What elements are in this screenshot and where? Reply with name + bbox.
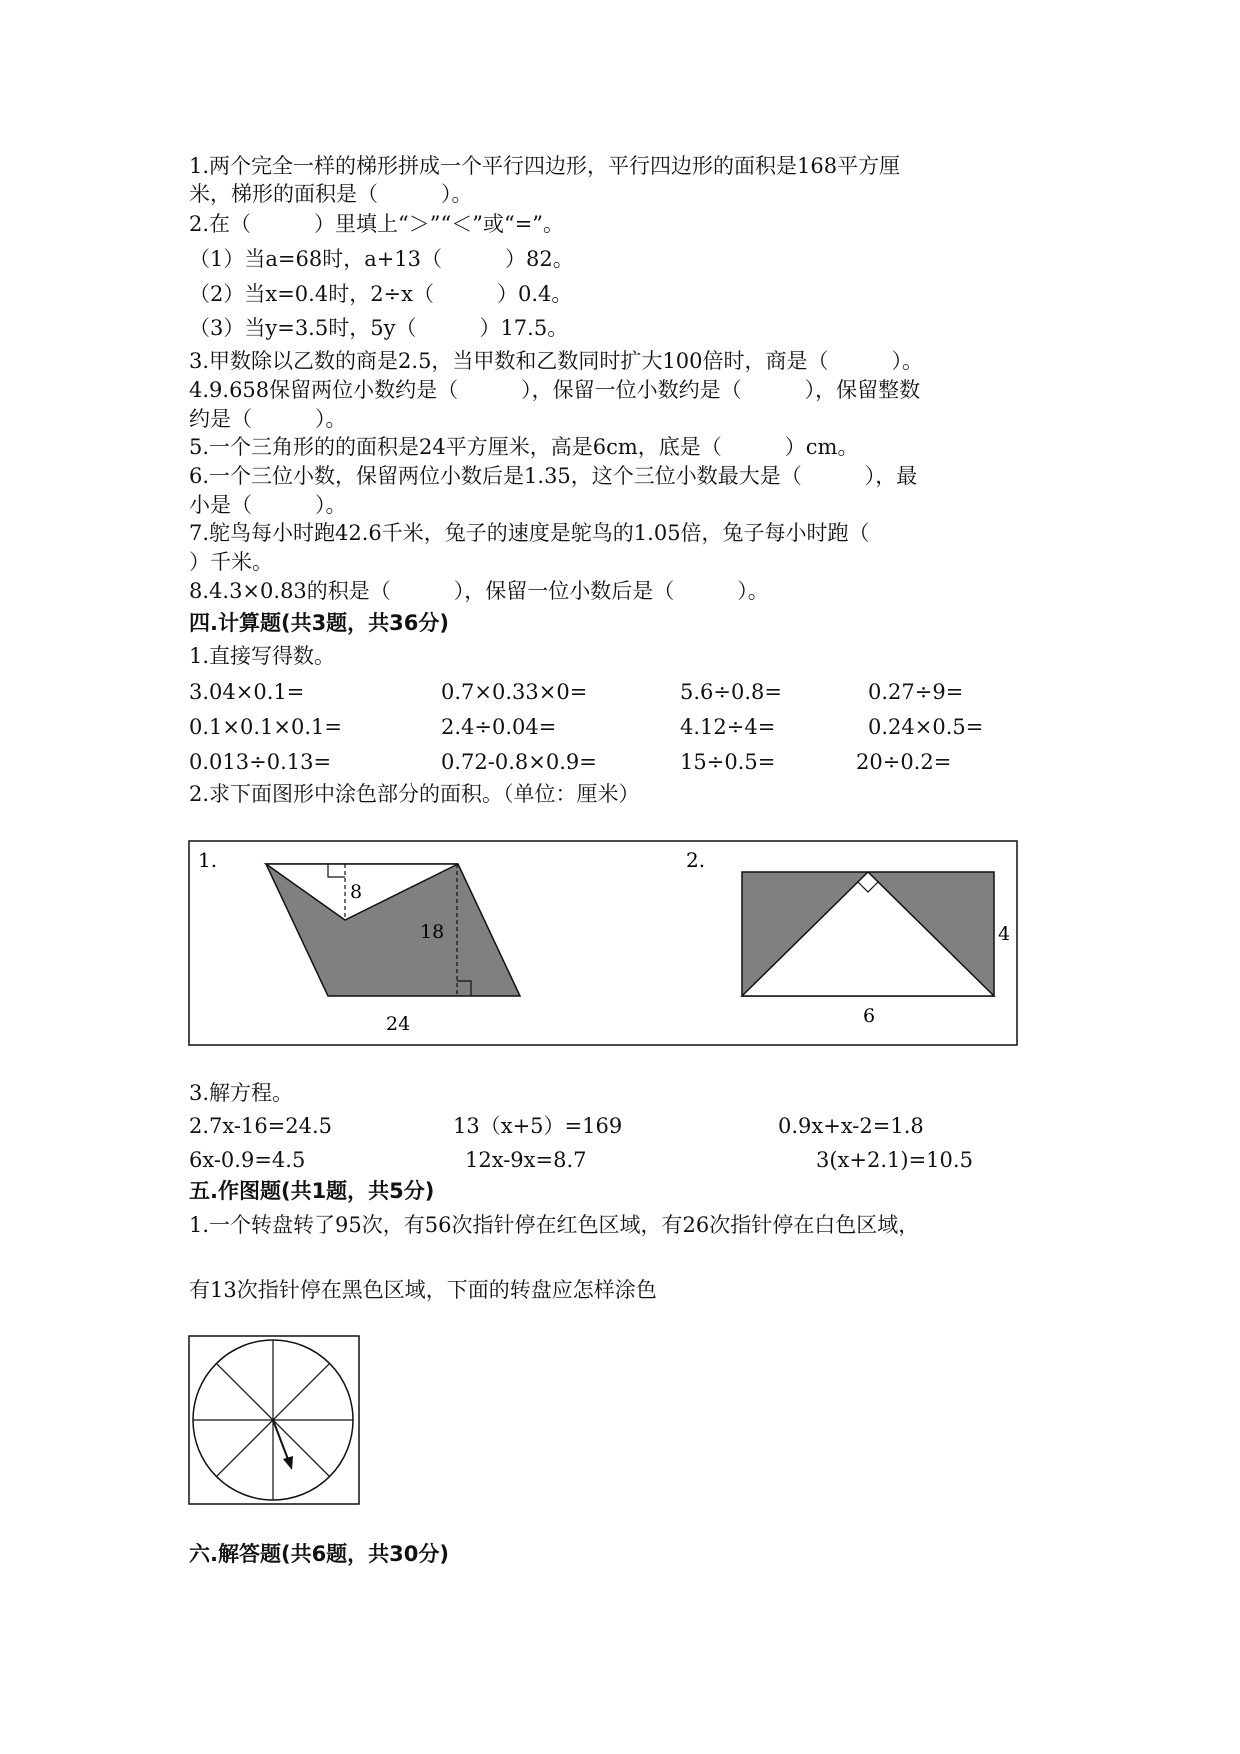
section-6-heading: 六.解答题(共6题，共30分) — [189, 1542, 450, 1566]
equation: 2.7x-16=24.5 — [189, 1114, 333, 1138]
calc-cell: 3.04×0.1= — [189, 680, 305, 704]
s3-line-8: 4.9.658保留两位小数约是（ ），保留一位小数约是（ ），保留整数 — [189, 378, 921, 402]
calc-cell: 20÷0.2= — [856, 750, 952, 774]
calc-cell: 0.27÷9= — [868, 680, 964, 704]
equation: 0.9x+x-2=1.8 — [778, 1114, 924, 1138]
s3-line-2: 米，梯形的面积是（ ）。 — [189, 182, 473, 206]
dim-6: 6 — [863, 1005, 876, 1027]
calc-cell: 15÷0.5= — [680, 750, 776, 774]
s4-q2-title: 2.求下面图形中涂色部分的面积。（单位：厘米） — [189, 782, 640, 806]
equation: 13（x+5）=169 — [453, 1114, 623, 1138]
area-figures — [188, 840, 1018, 1046]
spinner-figure — [188, 1335, 360, 1505]
equation: 12x-9x=8.7 — [465, 1148, 587, 1172]
s3-line-6: （3）当y=3.5时，5y（ ）17.5。 — [189, 316, 569, 340]
section-5-heading: 五.作图题(共1题，共5分) — [189, 1179, 435, 1203]
s3-line-11: 6.一个三位小数，保留两位小数后是1.35，这个三位小数最大是（ ），最 — [189, 464, 918, 488]
s3-line-9: 约是（ ）。 — [189, 407, 347, 431]
s3-line-3: 2.在（ ）里填上“＞”“＜”或“=”。 — [189, 212, 565, 236]
s4-q1-title: 1.直接写得数。 — [189, 644, 336, 668]
equation: 6x-0.9=4.5 — [189, 1148, 306, 1172]
s3-line-7: 3.甲数除以乙数的商是2.5，当甲数和乙数同时扩大100倍时，商是（ ）。 — [189, 349, 924, 373]
dim-18: 18 — [420, 921, 445, 943]
equation: 3(x+2.1)=10.5 — [816, 1148, 973, 1172]
section-4-heading: 四.计算题(共3题，共36分) — [189, 611, 450, 635]
s3-line-4: （1）当a=68时，a+13（ ）82。 — [189, 247, 574, 271]
dim-4: 4 — [998, 923, 1011, 945]
dim-8: 8 — [350, 881, 363, 903]
figure-1-label: 1. — [198, 848, 218, 872]
calc-cell: 0.1×0.1×0.1= — [189, 715, 342, 739]
s3-line-14: ）千米。 — [189, 550, 273, 574]
calc-cell: 0.013÷0.13= — [189, 750, 332, 774]
calc-cell: 5.6÷0.8= — [680, 680, 782, 704]
s3-line-1: 1.两个完全一样的梯形拼成一个平行四边形，平行四边形的面积是168平方厘 — [189, 154, 901, 178]
calc-cell: 0.24×0.5= — [868, 715, 984, 739]
calc-cell: 2.4÷0.04= — [441, 715, 557, 739]
s3-line-10: 5.一个三角形的的面积是24平方厘米，高是6cm，底是（ ）cm。 — [189, 435, 859, 459]
calc-cell: 0.72-0.8×0.9= — [441, 750, 597, 774]
dim-24: 24 — [386, 1013, 411, 1035]
s5-q1-line-1: 1.一个转盘转了95次，有56次指针停在红色区域，有26次指针停在白色区域， — [189, 1213, 920, 1237]
s3-line-5: （2）当x=0.4时，2÷x（ ）0.4。 — [189, 282, 573, 306]
calc-cell: 0.7×0.33×0= — [441, 680, 588, 704]
s5-q1-line-2: 有13次指针停在黑色区域，下面的转盘应怎样涂色 — [189, 1278, 657, 1302]
s3-line-15: 8.4.3×0.83的积是（ ），保留一位小数后是（ ）。 — [189, 579, 769, 603]
figure-2-label: 2. — [686, 848, 706, 872]
calc-cell: 4.12÷4= — [680, 715, 776, 739]
s3-line-12: 小是（ ）。 — [189, 493, 347, 517]
s4-q3-title: 3.解方程。 — [189, 1081, 294, 1105]
s3-line-13: 7.鸵鸟每小时跑42.6千米，兔子的速度是鸵鸟的1.05倍，兔子每小时跑（ — [189, 521, 870, 545]
